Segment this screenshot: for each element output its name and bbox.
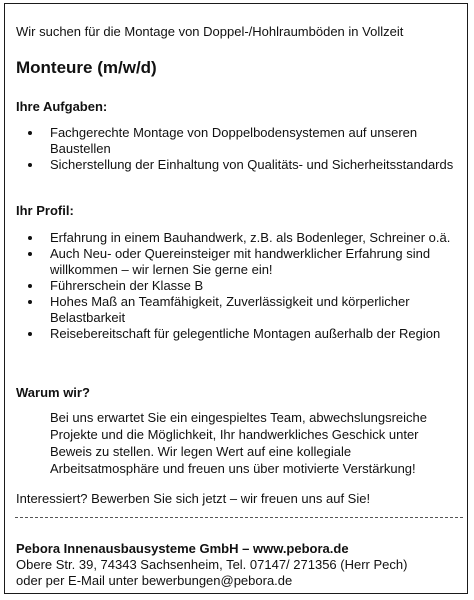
job-ad-frame <box>4 3 468 594</box>
list-item: Erfahrung in einem Bauhandwerk, z.B. als Bodenleger, Schreiner o.ä. <box>16 230 459 246</box>
address-line: Obere Str. 39, 74343 Sachsenheim, Tel. 07147/ 271356 (Herr Pech) <box>16 557 408 572</box>
company-line: Pebora Innenausbausysteme GmbH – www.pebora.de <box>16 541 349 556</box>
why-us-heading: Warum wir? <box>16 385 90 400</box>
dashed-divider <box>15 517 463 518</box>
intro-text: Wir suchen für die Montage von Doppel-/Hohlraumböden in Vollzeit <box>16 24 404 39</box>
list-item: Führerschein der Klasse B <box>16 278 459 294</box>
tasks-heading: Ihre Aufgaben: <box>16 99 108 114</box>
list-item: Auch Neu- oder Quereinsteiger mit handwerklicher Erfahrung sind willkommen – wir lernen Sie gerne ein! <box>16 246 459 278</box>
closing-text: Interessiert? Bewerben Sie sich jetzt – wir freuen uns auf Sie! <box>16 491 371 506</box>
job-title: Monteure (m/w/d) <box>16 58 157 77</box>
list-item: Sicherstellung der Einhaltung von Qualitäts- und Sicherheitsstandards <box>16 157 459 173</box>
list-item: Fachgerechte Montage von Doppelbodensystemen auf unseren Baustellen <box>16 125 459 157</box>
tasks-list <box>16 125 459 173</box>
contact-block <box>16 557 407 589</box>
email-line: oder per E-Mail unter bewerbungen@pebora.de <box>16 573 293 588</box>
list-item: Hohes Maß an Teamfähigkeit, Zuverlässigkeit und körperlicher Belastbarkeit <box>16 294 459 326</box>
list-item: Reisebereitschaft für gelegentliche Montagen außerhalb der Region <box>16 326 459 342</box>
profile-list <box>16 230 459 342</box>
profile-heading: Ihr Profil: <box>16 203 74 218</box>
why-us-text: Bei uns erwartet Sie ein eingespieltes Team, abwechslungsreiche Projekte und die Möglichkeit, Ihr handwerkliches Geschick unter Beweis zu stellen. Wir legen Wert auf eine kollegiale Arbeitsatmosphäre und freuen uns über motivierte Verstärkung! <box>50 410 427 476</box>
